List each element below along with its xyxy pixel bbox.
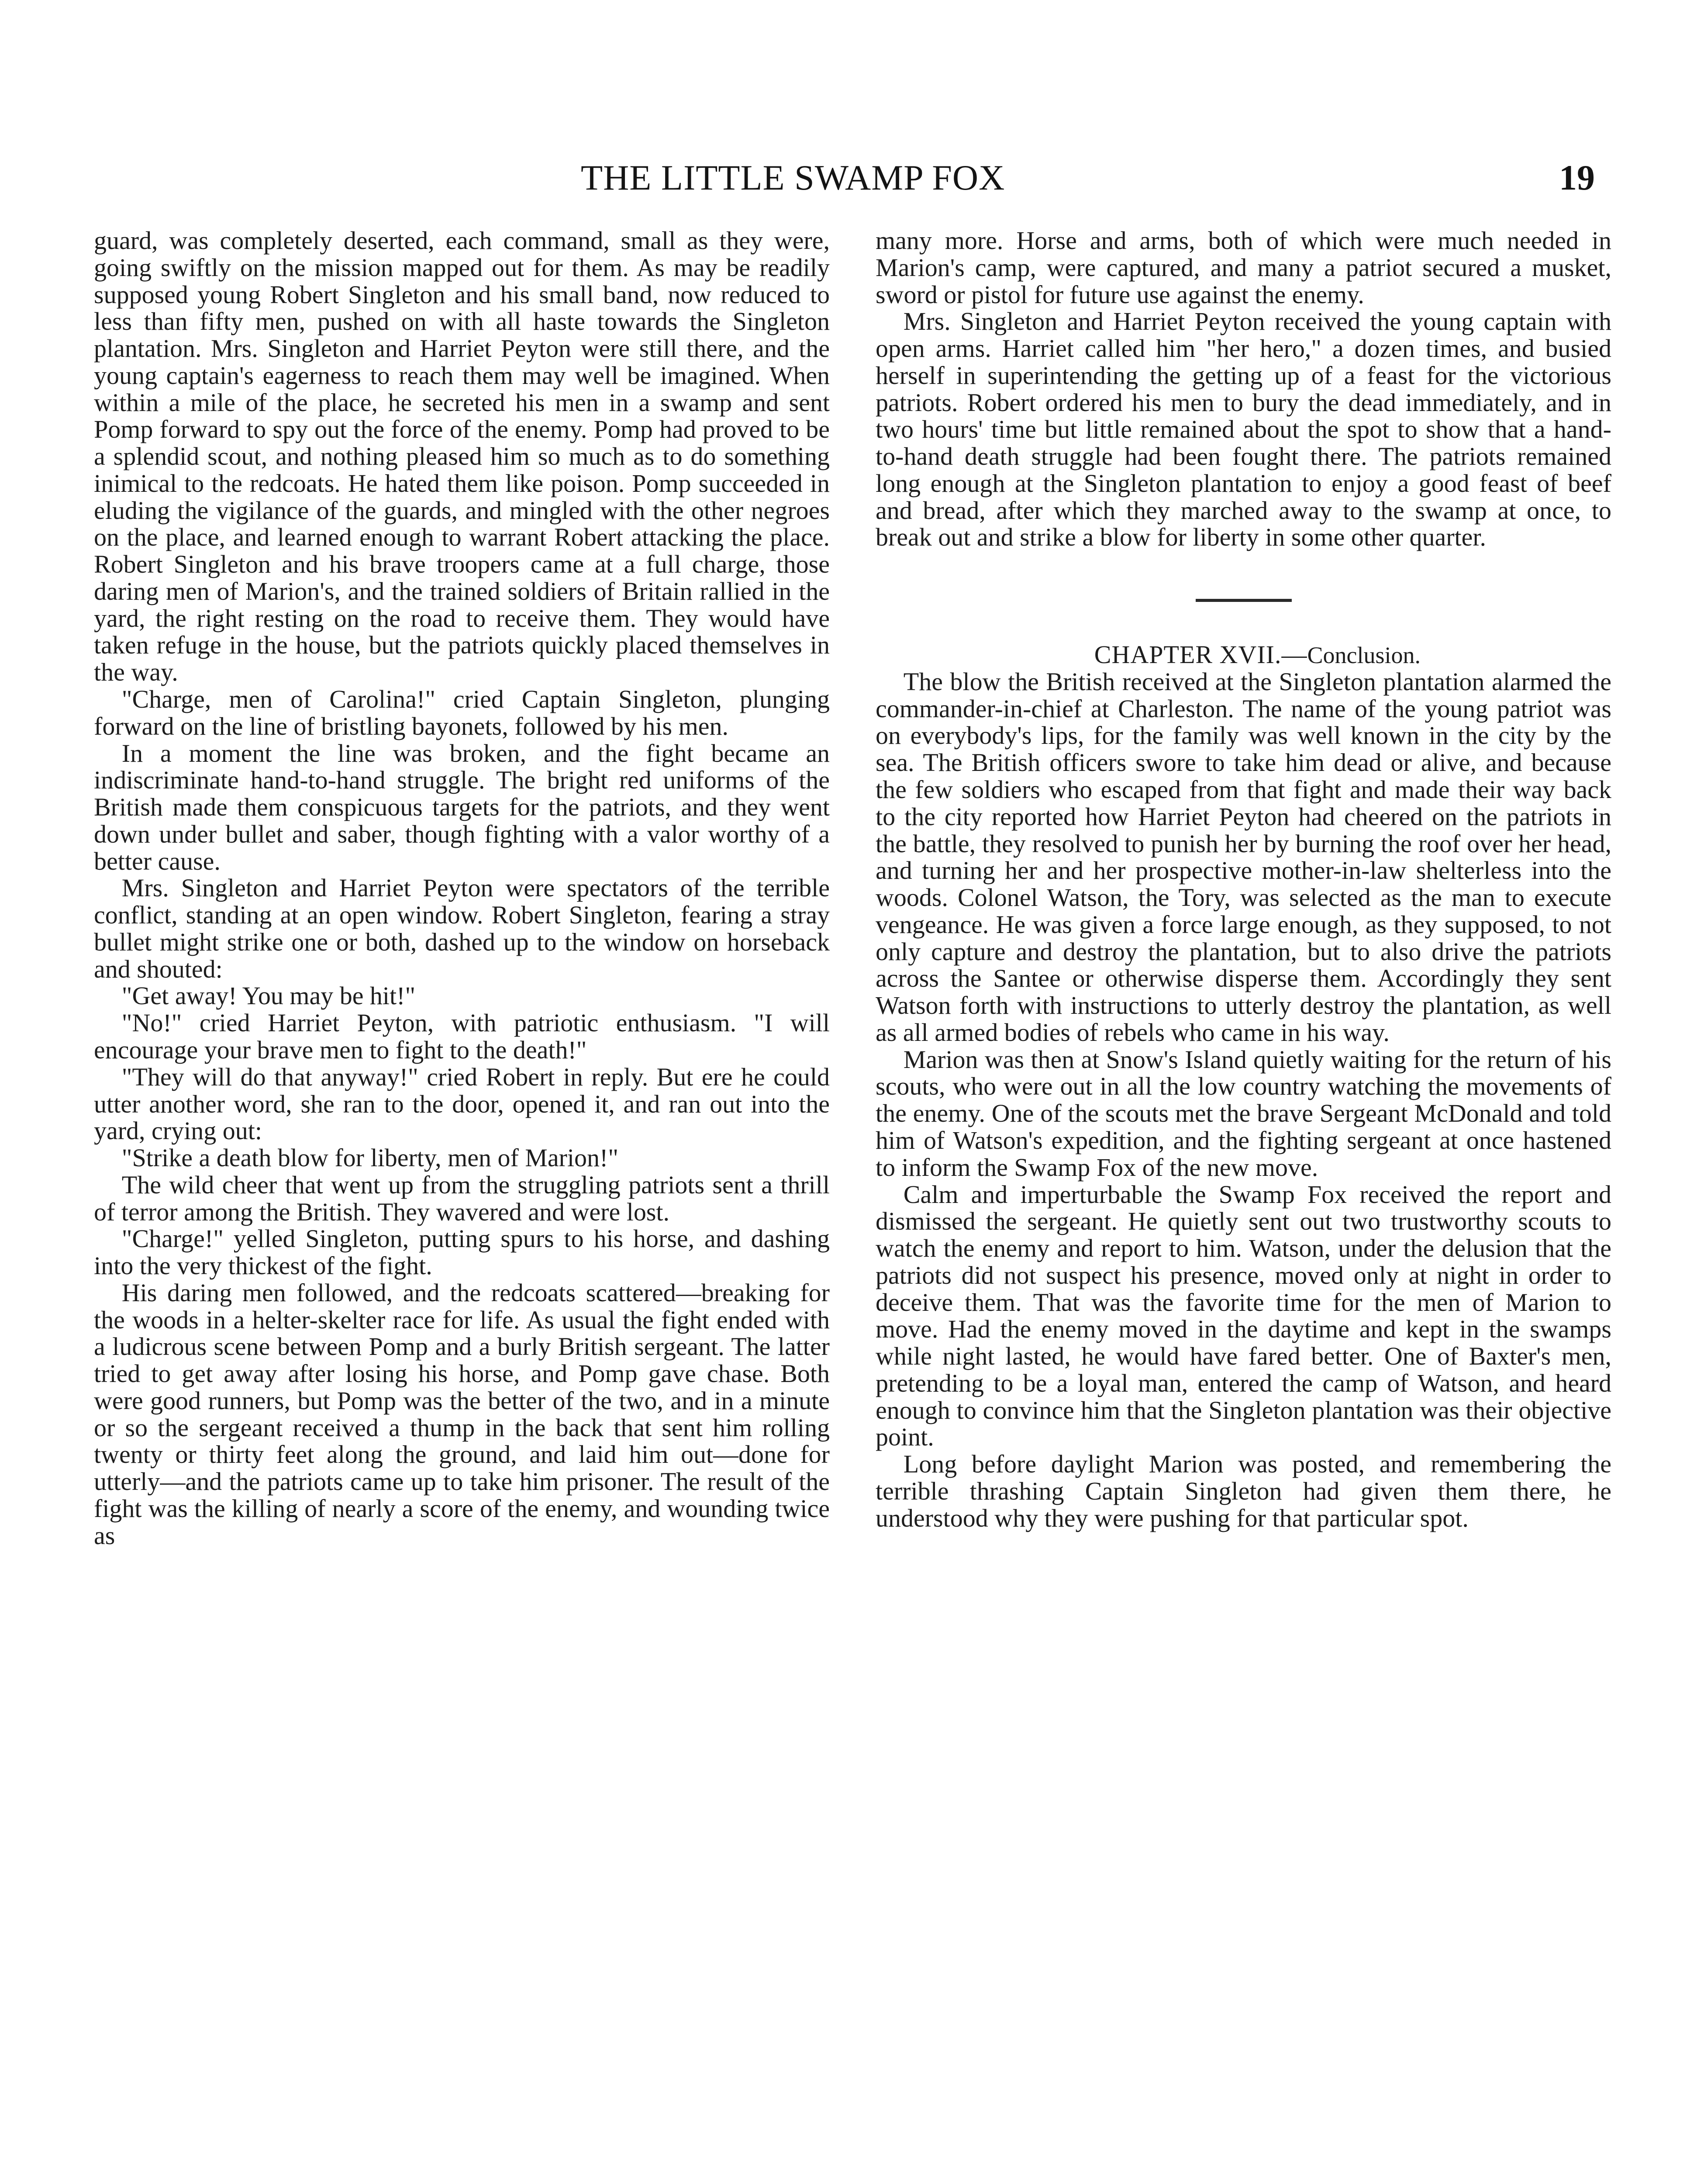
chapter-heading (876, 641, 1611, 668)
paragraph: Marion was then at Snow's Island quietly waiting for the return of his scouts, who were out in all the low country watching the movements of the enemy. One of the scouts met the brave Sergeant McDonald and told him of Watson's expedition, and the fighting sergeant at once hastened to inform the Swamp Fox of the new move. (876, 1045, 1611, 1182)
paragraph: Long before daylight Marion was posted, and remembering the terrible thrashing Captain Singleton had given them there, he understood why they were pushing for that particular spot. (876, 1450, 1611, 1532)
left-column (94, 227, 830, 1549)
section-divider (1196, 599, 1292, 602)
chapter-subtitle: Conclusion. (1307, 642, 1421, 669)
right-column (876, 227, 1611, 1531)
paragraph: "Charge, men of Carolina!" cried Captain Singleton, plunging forward on the line of bristling bayonets, followed by his men. (94, 685, 830, 740)
page-number: 19 (1559, 158, 1595, 197)
chapter-title: CHAPTER XVII.— (1094, 640, 1307, 669)
paragraph: The wild cheer that went up from the struggling patriots sent a thrill of terror among the British. They wavered and were lost. (94, 1170, 830, 1226)
paragraph: "No!" cried Harriet Peyton, with patriotic enthusiasm. "I will encourage your brave men to fight to the death!" (94, 1009, 830, 1064)
paragraph: His daring men followed, and the redcoats scattered—breaking for the woods in a helter-skelter race for life. As usual the fight ended with a ludicrous scene between Pomp and a burly British sergeant. The latter tried to get away after losing his horse, and Pomp gave chase. Both were good runners, but Pomp was the better of the two, and in a minute or so the sergeant received a thump in the back that sent him rolling twenty or thirty feet along the ground, and laid him out—done for utterly—and the patriots came up to take him prisoner. The result of the fight was the killing of nearly a score of the enemy, and wounding twice as (94, 1278, 830, 1550)
paragraph: "Strike a death blow for liberty, men of Marion!" (121, 1144, 619, 1172)
paragraph: "Charge!" yelled Singleton, putting spurs to his horse, and dashing into the very thickest of the fight. (94, 1224, 830, 1280)
paragraph: "Get away! You may be hit!" (121, 981, 416, 1010)
paragraph: Calm and imperturbable the Swamp Fox received the report and dismissed the sergeant. He quietly sent out two trustworthy scouts to watch the enemy and report to him. Watson, under the delusion that the patriots did not suspect his presence, moved only at night in order to deceive them. That was the favorite time for the men of Marion to move. Had the enemy moved in the daytime and kept in the swamps while night lasted, he would have fared better. One of Baxter's men, pretending to be a loyal man, entered the camp of Watson, and heard enough to convince him that the Singleton plantation was their objective point. (876, 1180, 1611, 1451)
paragraph: The blow the British received at the Singleton plantation alarmed the commander-in-chief at Charleston. The name of the young patriot was on everybody's lips, for the family was well known in the city by the sea. The British officers swore to take him dead or alive, and because the few soldiers who escaped from that fight and made their way back to the city reported how Harriet Peyton had cheered on the patriots in the battle, they resolved to punish her by burning the roof over her head, and turning her and her prospective mother-in-law shelterless into the woods. Colonel Watson, the Tory, was selected as the man to execute vengeance. He was given a force large enough, as they supposed, to not only capture and destroy the plantation, but to also drive the patriots across the Santee or otherwise disperse them. Accordingly they sent Watson forth with instructions to utterly destroy the plantation, as well as all armed bodies of rebels who came in his way. (876, 667, 1611, 1047)
page-header: THE LITTLE SWAMP FOX (581, 158, 1005, 197)
paragraph: guard, was completely deserted, each command, small as they were, going swiftly on the mission mapped out for them. As may be readily supposed young Robert Singleton and his small band, now reduced to less than fifty men, pushed on with all haste towards the Singleton plantation. Mrs. Singleton and Harriet Peyton were still there, and the young captain's eagerness to reach them may well be imagined. When within a mile of the place, he secreted his men in a swamp and sent Pomp forward to spy out the force of the enemy. Pomp had proved to be a splendid scout, and nothing pleased him so much as to do something inimical to the redcoats. He hated them like poison. Pomp succeeded in eluding the vigilance of the guards, and mingled with the other negroes on the place, and learned enough to warrant Robert attacking the place. Robert Singleton and his brave troopers came at a full charge, those daring men of Marion's, and the trained soldiers of Britain rallied in the yard, the right resting on the road to receive them. They would have taken refuge in the house, but the patriots quickly placed themselves in the way. (94, 226, 830, 687)
paragraph: Mrs. Singleton and Harriet Peyton were spectators of the terrible conflict, standing at an open window. Robert Singleton, fearing a stray bullet might strike one or both, dashed up to the window on horseback and shouted: (94, 874, 830, 983)
paragraph: "They will do that anyway!" cried Robert in reply. But ere he could utter another word, she ran to the door, opened it, and ran out into the yard, crying out: (94, 1062, 830, 1145)
paragraph: many more. Horse and arms, both of which were much needed in Marion's camp, were captured, and many a patriot secured a musket, sword or pistol for future use against the enemy. (876, 226, 1611, 309)
paragraph: Mrs. Singleton and Harriet Peyton received the young captain with open arms. Harriet called him "her hero," a dozen times, and busied herself in superintending the getting up of a feast for the victorious patriots. Robert ordered his men to bury the dead immediately, and in two hours' time but little remained about the spot to show that a hand-to-hand death struggle had been fought there. The patriots remained long enough at the Singleton plantation to enjoy a good feast of beef and bread, after which they marched away to the swamp at once, to break out and strike a blow for liberty in some other quarter. (876, 307, 1611, 552)
paragraph: In a moment the line was broken, and the fight became an indiscriminate hand-to-hand struggle. The bright red uniforms of the British made them conspicuous targets for the patriots, and they went down under bullet and saber, though fighting with a valor worthy of a better cause. (94, 739, 830, 875)
